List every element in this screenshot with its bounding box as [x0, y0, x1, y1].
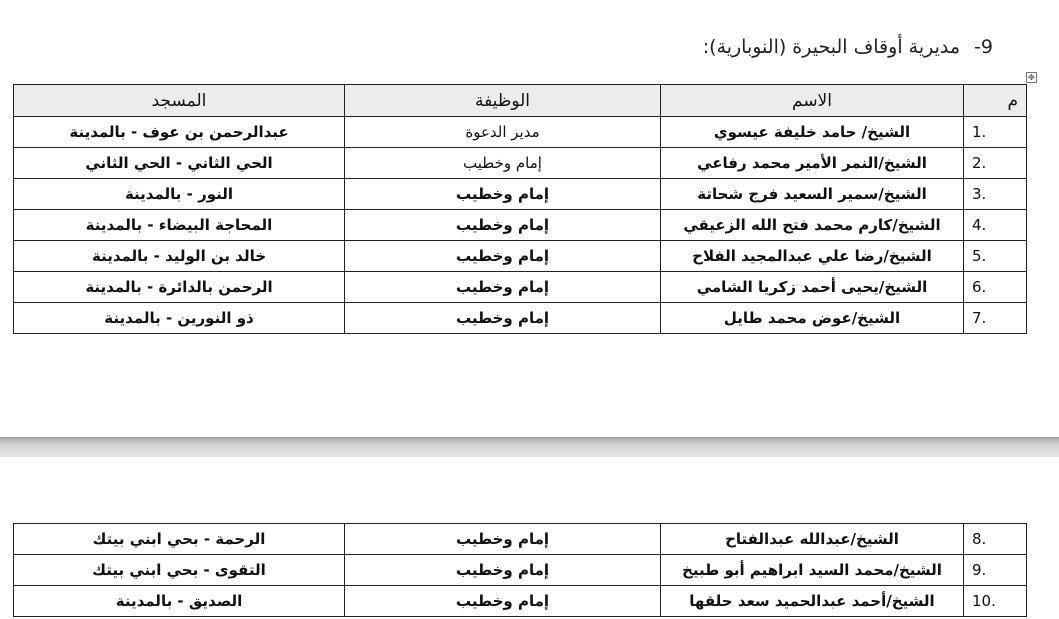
imams-table-continued: [13, 523, 1027, 617]
row-mosque: التقوى - بحي ابني بيتك: [14, 555, 345, 586]
table-row: [14, 555, 1027, 586]
row-number: 2.: [964, 148, 1027, 179]
header-name: الاسم: [661, 85, 964, 117]
header-job: الوظيفة: [345, 85, 661, 117]
header-mosque: المسجد: [14, 85, 345, 117]
table-row: [14, 117, 1027, 148]
row-mosque: المحاجة البيضاء - بالمدينة: [14, 210, 345, 241]
table-row: [14, 524, 1027, 555]
row-job: إمام وخطيب: [345, 210, 661, 241]
table-row: [14, 210, 1027, 241]
row-name: الشيخ/كارم محمد فتح الله الزعيقي: [661, 210, 964, 241]
table-row: [14, 586, 1027, 617]
row-mosque: الحي الثاني - الحي الثاني: [14, 148, 345, 179]
row-name: الشيخ/ حامد خليفة عيسوي: [661, 117, 964, 148]
row-mosque: الصديق - بالمدينة: [14, 586, 345, 617]
row-number: 7.: [964, 303, 1027, 334]
row-number: 9.: [964, 555, 1027, 586]
move-icon[interactable]: ✥: [1026, 72, 1037, 83]
row-mosque: الرحمة - بحي ابني بيتك: [14, 524, 345, 555]
row-name: الشيخ/عوض محمد طايل: [661, 303, 964, 334]
row-number: 1.: [964, 117, 1027, 148]
row-mosque: ذو النورين - بالمدينة: [14, 303, 345, 334]
table-row: [14, 241, 1027, 272]
table-row: [14, 272, 1027, 303]
imams-table: [13, 84, 1027, 334]
row-job: إمام وخطيب: [345, 555, 661, 586]
row-mosque: الرحمن بالدائرة - بالمدينة: [14, 272, 345, 303]
table-row: [14, 179, 1027, 210]
row-number: 8.: [964, 524, 1027, 555]
row-job: مدير الدعوة: [345, 117, 661, 148]
table-row: [14, 303, 1027, 334]
row-job: إمام وخطيب: [345, 179, 661, 210]
row-job: إمام وخطيب: [345, 303, 661, 334]
row-mosque: النور - بالمدينة: [14, 179, 345, 210]
row-name: الشيخ/النمر الأمير محمد رفاعي: [661, 148, 964, 179]
row-name: الشيخ/محمد السيد ابراهيم أبو طبيخ: [661, 555, 964, 586]
section-heading: [703, 36, 993, 58]
row-job: إمام وخطيب: [345, 272, 661, 303]
row-mosque: عبدالرحمن بن عوف - بالمدينة: [14, 117, 345, 148]
row-number: 5.: [964, 241, 1027, 272]
row-job: إمام وخطيب: [345, 524, 661, 555]
table-header-row: [14, 85, 1027, 117]
row-number: 3.: [964, 179, 1027, 210]
page-break-separator: [0, 437, 1059, 457]
row-name: الشيخ/رضا علي عبدالمجيد الفلاح: [661, 241, 964, 272]
row-name: الشيخ/يحيى أحمد زكريا الشامي: [661, 272, 964, 303]
row-number: 4.: [964, 210, 1027, 241]
section-number: 9-: [974, 36, 993, 58]
row-job: إمام وخطيب: [345, 586, 661, 617]
section-title: مديرية أوقاف البحيرة (النوبارية):: [702, 36, 961, 58]
table-row: [14, 148, 1027, 179]
row-job: إمام وخطيب: [345, 148, 661, 179]
row-number: 10.: [964, 586, 1027, 617]
header-number: م: [964, 85, 1027, 117]
row-mosque: خالد بن الوليد - بالمدينة: [14, 241, 345, 272]
row-job: إمام وخطيب: [345, 241, 661, 272]
row-name: الشيخ/عبدالله عبدالفتاح: [661, 524, 964, 555]
row-number: 6.: [964, 272, 1027, 303]
row-name: الشيخ/سمير السعيد فرج شحاتة: [661, 179, 964, 210]
row-name: الشيخ/أحمد عبدالحميد سعد حلقها: [661, 586, 964, 617]
